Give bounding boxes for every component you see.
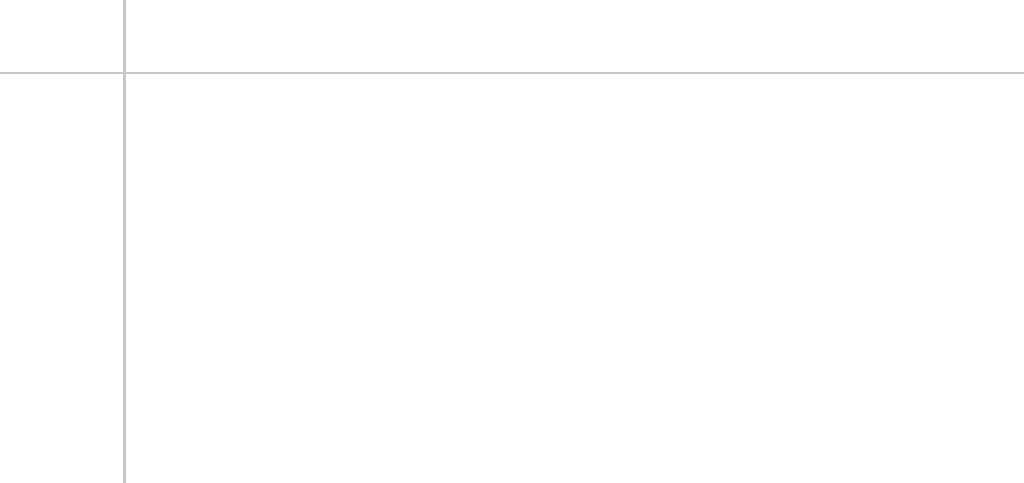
table-title-row <box>0 13 1024 31</box>
column-header-row <box>0 0 1024 13</box>
frozen-row-divider[interactable] <box>0 72 1024 74</box>
table-header-row <box>0 31 1024 72</box>
